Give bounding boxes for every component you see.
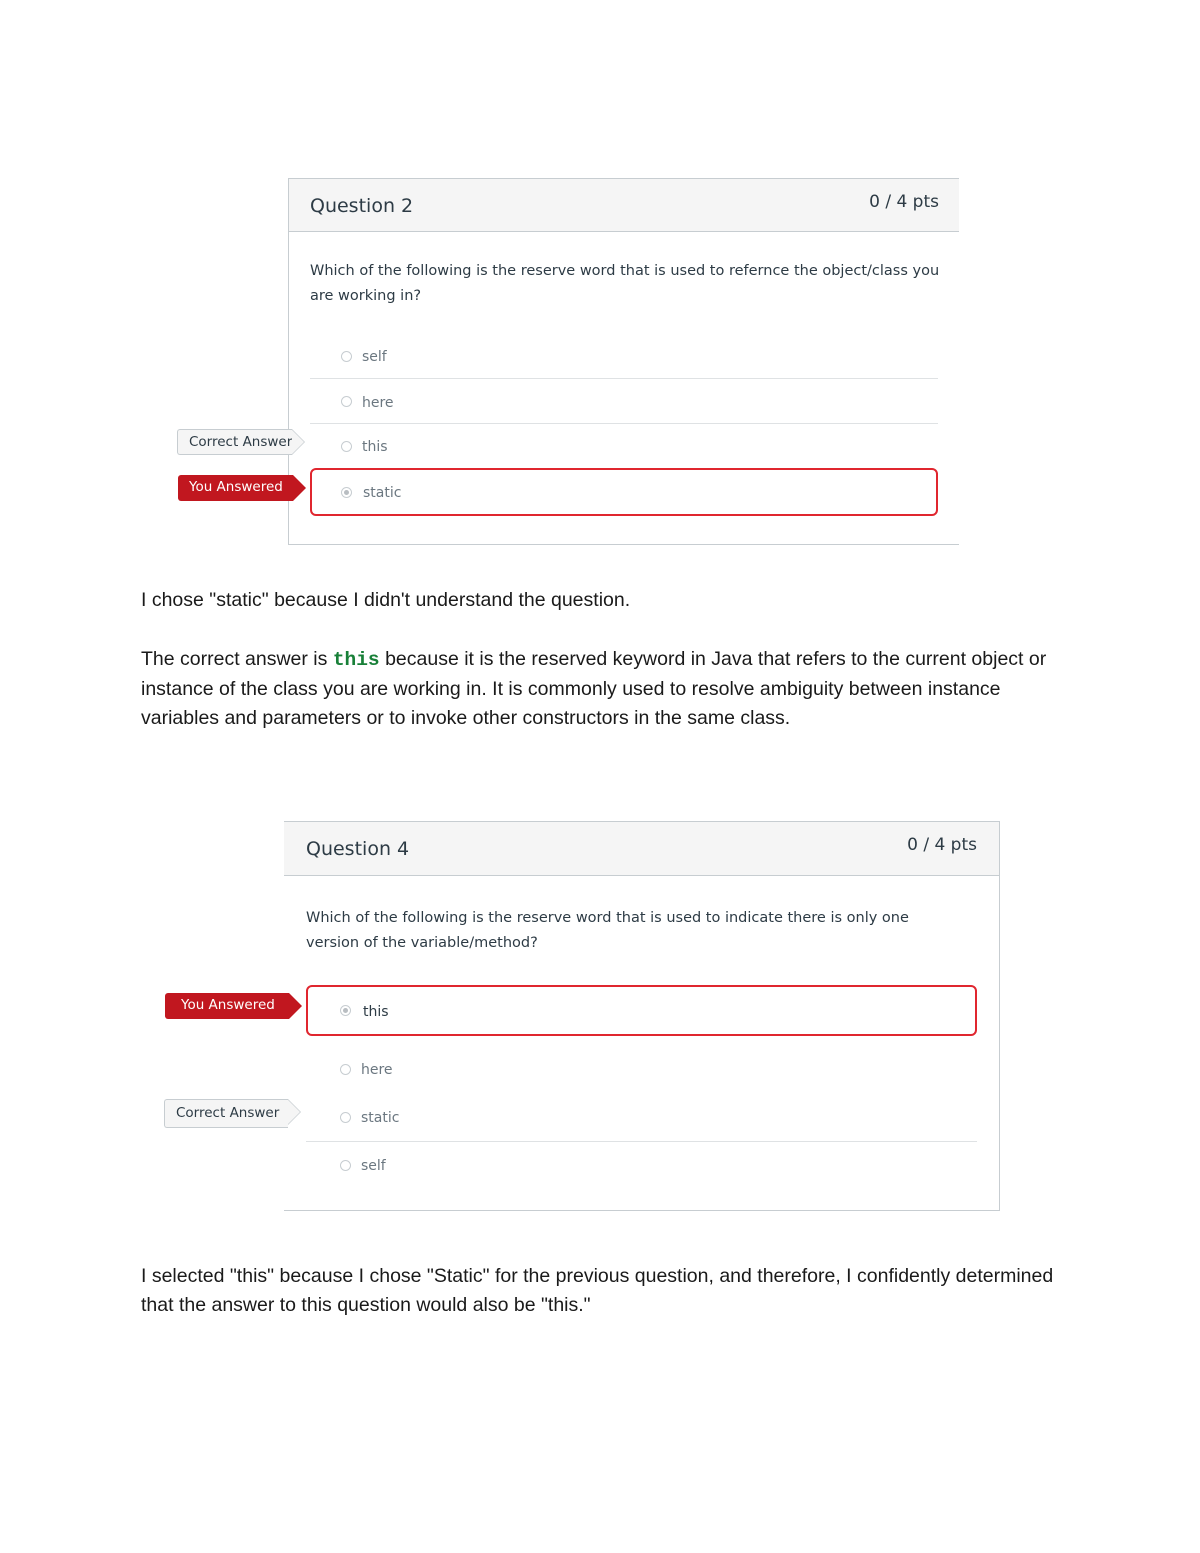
- radio-button[interactable]: [340, 1064, 351, 1075]
- radio-button[interactable]: [341, 396, 352, 407]
- answer-option-here[interactable]: [306, 1052, 977, 1092]
- answer-option-self[interactable]: [306, 1148, 977, 1188]
- answer-label: this: [363, 1004, 389, 1020]
- question-4-card: [284, 821, 1000, 1211]
- explanation-paragraph-3: I selected "this" because I chose "Static" for the previous question, and therefore, I confidently determined that the answer to this question would also be "this.": [141, 1265, 1054, 1316]
- you-answered-tag: You Answered: [178, 475, 293, 501]
- question-2-points: 0 / 4 pts: [869, 192, 939, 212]
- paragraph-2-lead: The correct answer is: [141, 648, 328, 670]
- answer-option-static-selected[interactable]: [310, 468, 938, 516]
- question-4-title: Question 4: [306, 838, 410, 860]
- answer-option-static[interactable]: [306, 1100, 977, 1142]
- radio-button-checked[interactable]: [340, 1005, 351, 1016]
- radio-button-checked[interactable]: [341, 487, 352, 498]
- keyword-this: this: [332, 649, 380, 671]
- question-2-title: Question 2: [310, 195, 414, 217]
- answer-label: self: [362, 349, 387, 365]
- answer-option-here[interactable]: [310, 384, 938, 424]
- explanation-paragraph-2: [141, 645, 1071, 733]
- answer-option-this-selected[interactable]: [306, 985, 977, 1036]
- radio-button[interactable]: [341, 441, 352, 452]
- answer-label: here: [361, 1062, 393, 1078]
- answer-label: self: [361, 1158, 386, 1174]
- correct-answer-tag: Correct Answer: [164, 1099, 288, 1128]
- question-4-text: Which of the following is the reserve word that is used to indicate there is only one version of the variable/method?: [306, 910, 909, 951]
- question-4-header: [284, 822, 999, 876]
- radio-button[interactable]: [340, 1112, 351, 1123]
- answer-option-this[interactable]: [310, 429, 938, 467]
- correct-answer-tag: Correct Answer: [177, 429, 292, 455]
- answer-label: here: [362, 395, 394, 411]
- question-2-card: [288, 178, 959, 545]
- you-answered-tag: You Answered: [165, 993, 289, 1019]
- question-2-header: [289, 179, 959, 232]
- answer-label: this: [362, 439, 388, 455]
- radio-button[interactable]: [341, 351, 352, 362]
- paragraph-2-rest: because it is the reserved keyword in Java that refers to the current object or instance of the class you are working in. It is commonly used to resolve ambiguity between instance variables and parameters or to invoke other constructors in the same class.: [141, 648, 1047, 729]
- question-4-points: 0 / 4 pts: [907, 835, 977, 855]
- answer-label: static: [363, 485, 402, 501]
- radio-button[interactable]: [340, 1160, 351, 1171]
- question-2-text: Which of the following is the reserve word that is used to refernce the object/class you are working in?: [310, 263, 940, 304]
- answer-option-self[interactable]: [310, 339, 938, 379]
- explanation-paragraph-1: I chose "static" because I didn't understand the question.: [141, 589, 631, 611]
- answer-label: static: [361, 1110, 400, 1126]
